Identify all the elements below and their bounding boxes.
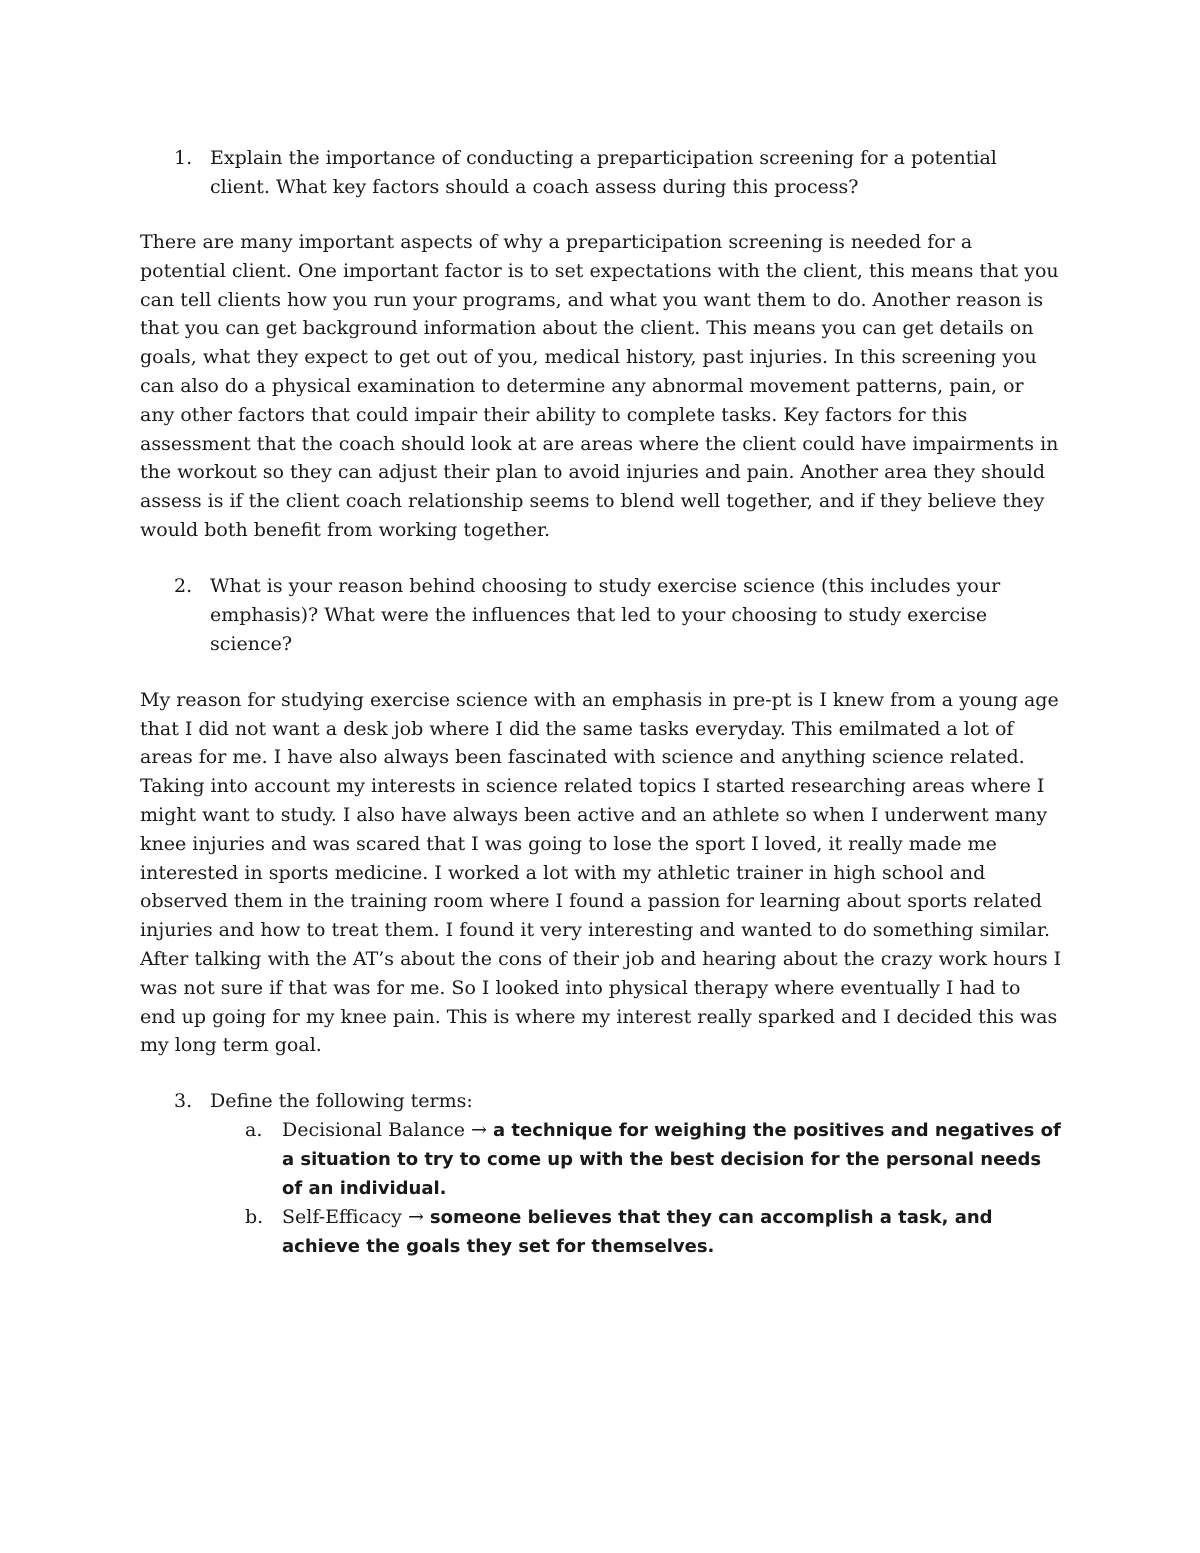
term-decisional-balance <box>140 1116 1062 1203</box>
question-2 <box>140 572 1062 659</box>
question-number: 3. <box>174 1090 193 1113</box>
term-self-efficacy <box>140 1203 1062 1261</box>
term-label: Self-Efficacy → <box>282 1206 424 1229</box>
answer-2: My reason for studying exercise science with an emphasis in pre-pt is I knew from a young age that I did not want a desk job where I did the same tasks everyday. This emilmated a lot of areas for me. I have also always been fascinated with science and anything science related. Taking into account my interests in science related topics I started researching areas where I might want to study. I also have always been active and an athlete so when I underwent many knee injuries and was scared that I was going to lose the sport I loved, it really made me interested in sports medicine. I worked a lot with my athletic trainer in high school and observed them in the training room where I found a passion for learning about sports related injuries and how to treat them. I found it very interesting and wanted to do something similar. After talking with the AT’s about the cons of their job and hearing about the crazy work hours I was not sure if that was for me. So I looked into physical therapy where eventually I had to end up going for my knee pain. This is where my interest really sparked and I decided this was my long term goal. <box>140 688 1062 1057</box>
term-letter: b. <box>245 1206 264 1229</box>
term-label: Decisional Balance → <box>282 1119 487 1142</box>
answer-1: There are many important aspects of why a preparticipation screening is needed for a potential client. One important factor is to set expectations with the client, this means that you can tell clients how you run your programs, and what you want them to do. Another reason is that you can get background information about the client. This means you can get details on goals, what they expect to get out of you, medical history, past injuries. In this screening you can also do a physical examination to determine any abnormal movement patterns, pain, or any other factors that could impair their ability to complete tasks. Key factors for this assessment that the coach should look at are areas where the client could have impairments in the workout so they can adjust their plan to avoid injuries and pain. Another area they should assess is if the client coach relationship seems to blend well together, and if they believe they would both benefit from working together. <box>140 231 1059 541</box>
term-letter: a. <box>245 1119 263 1142</box>
question-3 <box>140 1087 1062 1116</box>
question-text: Define the following terms: <box>210 1090 473 1113</box>
document-page <box>140 140 1062 1261</box>
question-text: Explain the importance of conducting a preparticipation screening for a potential client. What key factors should a coach assess during this process? <box>210 147 997 198</box>
term-definition: someone believes that they can accomplish a task, and achieve the goals they set for themselves. <box>282 1207 993 1258</box>
question-1 <box>140 144 1062 202</box>
question-number: 2. <box>174 574 193 597</box>
question-text: What is your reason behind choosing to study exercise science (this includes your emphasis)? What were the influences that led to your choosing to study exercise science? <box>210 574 1001 655</box>
term-definition: a technique for weighing the positives and negatives of a situation to try to come up with the best decision for the personal needs of an individual. <box>282 1120 1061 1200</box>
question-number: 1. <box>174 147 193 169</box>
